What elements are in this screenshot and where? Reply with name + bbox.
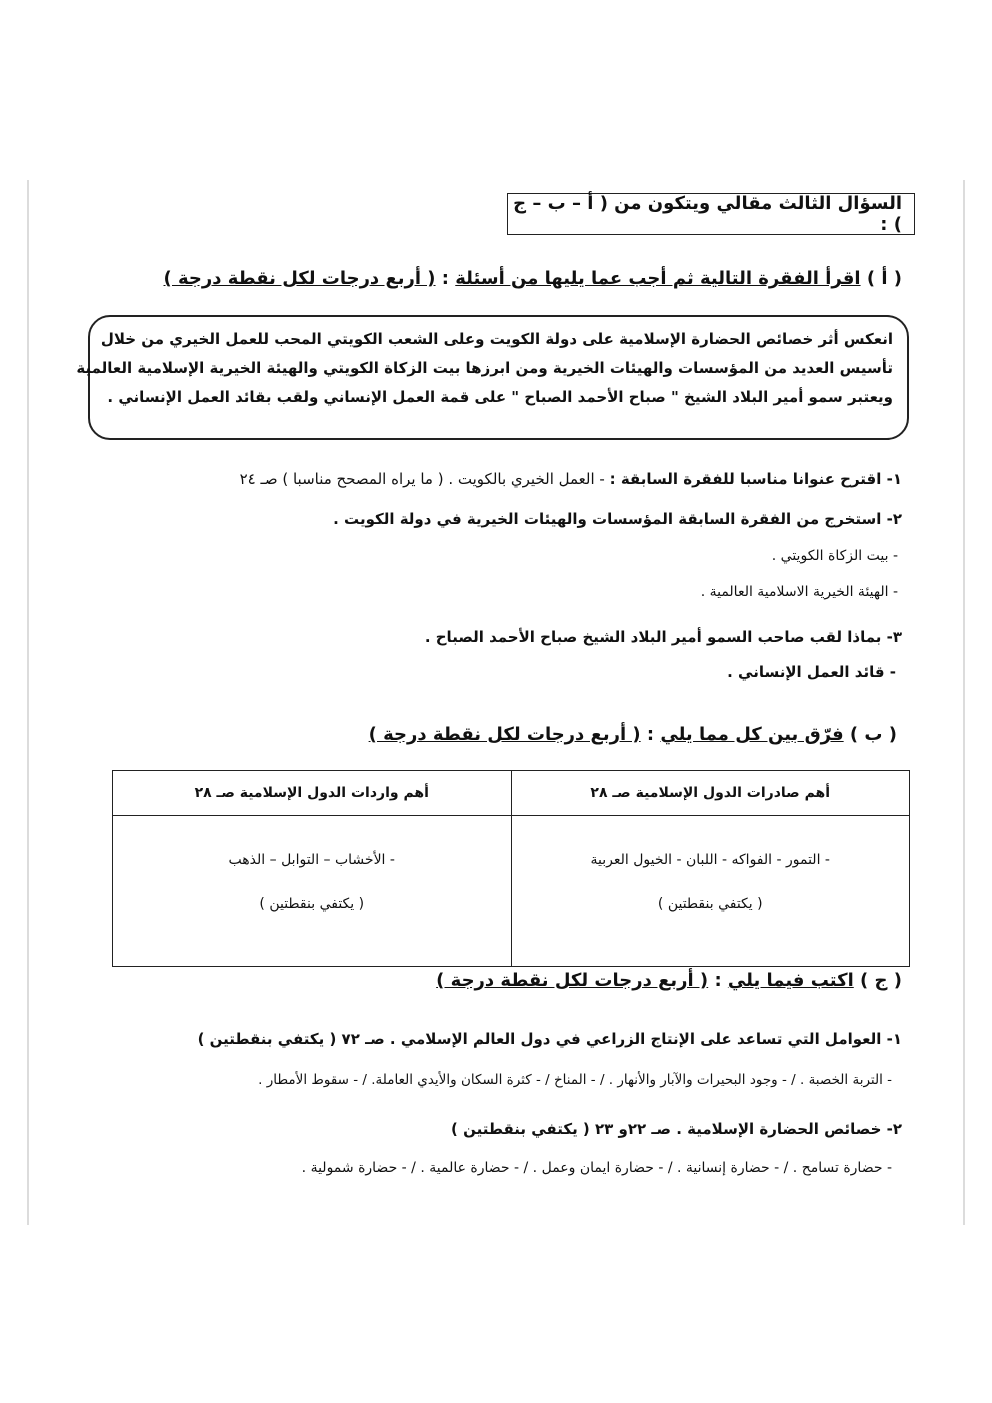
section-c-q1-answer: - التربة الخصبة . / - وجود البحيرات والآبار والأنهار . / - المناخ / - كثرة السكان والأيدي العاملة. / - سقوط الأمطار . (258, 1072, 892, 1088)
table-header-exports: أهم صادرات الدول الإسلامية صـ ٢٨ (511, 771, 910, 816)
exports-note: ( يكتفي بنقطتين ) (657, 896, 763, 912)
section-a-grading: ( أربع درجات لكل نقطة درجة ) (163, 268, 436, 289)
section-a-q3-question: ٣- بماذا لقب صاحب السمو أمير البلاد الشيخ صباح الأحمد الصباح . (424, 628, 902, 646)
table-cell-exports (511, 816, 910, 967)
section-c-label: ( ج ) (853, 970, 902, 991)
paragraph-line: انعكس أثر خصائص الحضارة الإسلامية على دولة الكويت وعلى الشعب الكويتي المحب للعمل الخيري من خلال (100, 330, 893, 348)
imports-list: - الأخشاب – التوابل – الذهب (228, 852, 395, 868)
table-cell-imports (113, 816, 512, 967)
page-right-border (963, 180, 965, 1225)
section-c-heading (436, 970, 902, 991)
comparison-table (112, 770, 910, 967)
section-c-grading: ( أربع درجات لكل نقطة درجة ) (436, 970, 709, 991)
section-b-heading (369, 724, 897, 745)
section-a-heading (164, 268, 902, 289)
paragraph-box (76, 315, 909, 440)
question-title: السؤال الثالث مقالي ويتكون من ( أ – ب – ج ) : (513, 193, 902, 235)
section-c-title: اكتب فيما يلي (727, 970, 854, 991)
section-b-grading: ( أربع درجات لكل نقطة درجة ) (368, 724, 641, 745)
question-title-box (507, 193, 915, 235)
section-a-title: اقرأ الفقرة التالية ثم أجب عما يليها من أسئلة (455, 268, 861, 289)
section-b-title: فرّق بين كل مما يلي (660, 724, 844, 745)
exports-list: - التمور - الفواكه - اللبان - الخيول العربية (590, 852, 830, 868)
paragraph-line: ويعتبر سمو أمير البلاد الشيخ " صباح الأحمد الصباح " على قمة العمل الإنساني ولقب بقائد العمل الإنساني . (107, 388, 893, 406)
section-c-separator: : (708, 970, 728, 991)
section-a-q1-answer: - العمل الخيري بالكويت . ( ما يراه المصحح مناسبا ) صـ ٢٤ (239, 470, 610, 488)
section-b-separator: : (640, 724, 661, 745)
section-a-q1 (240, 470, 902, 488)
section-a-q2-answer: - بيت الزكاة الكويتي . (771, 548, 898, 564)
table-header-imports: أهم واردات الدول الإسلامية صـ ٢٨ (113, 771, 512, 816)
table-row (113, 816, 910, 967)
section-a-separator: : (435, 268, 456, 289)
section-a-label: ( أ ) (860, 268, 902, 289)
section-c-q2-answer: - حضارة تسامح . / - حضارة إنسانية . / - حضارة ايمان وعمل . / - حضارة عالمية . / - حضارة شمولية . (301, 1160, 892, 1176)
section-a-q2-question: ٢- استخرج من الفقرة السابقة المؤسسات والهيئات الخيرية في دولة الكويت . (333, 510, 902, 528)
page-left-border (27, 180, 29, 1225)
section-a-q2-answer: - الهيئة الخيرية الاسلامية العالمية . (700, 584, 898, 600)
section-b-label: ( ب ) (843, 724, 897, 745)
section-c-q1-question: ١- العوامل التي تساعد على الإنتاج الزراعي في دول العالم الإسلامي . صـ ٧٢ ( يكتفي بنقطتين ) (197, 1030, 902, 1048)
section-c-q2-question: ٢- خصائص الحضارة الإسلامية . صـ ٢٢و ٢٣ ( يكتفي بنقطتين ) (451, 1120, 902, 1138)
table-header-row (113, 771, 910, 816)
section-a-q1-question: ١- اقترح عنوانا مناسبا للفقرة السابقة : (609, 470, 902, 488)
imports-note: ( يكتفي بنقطتين ) (259, 896, 365, 912)
section-a-q3-answer: - قائد العمل الإنساني . (727, 663, 896, 681)
paragraph-line: تأسيس العديد من المؤسسات والهيئات الخيرية ومن ابرزها بيت الزكاة الكويتي والهيئة الخيرية الإسلامية العالمية (76, 359, 893, 377)
